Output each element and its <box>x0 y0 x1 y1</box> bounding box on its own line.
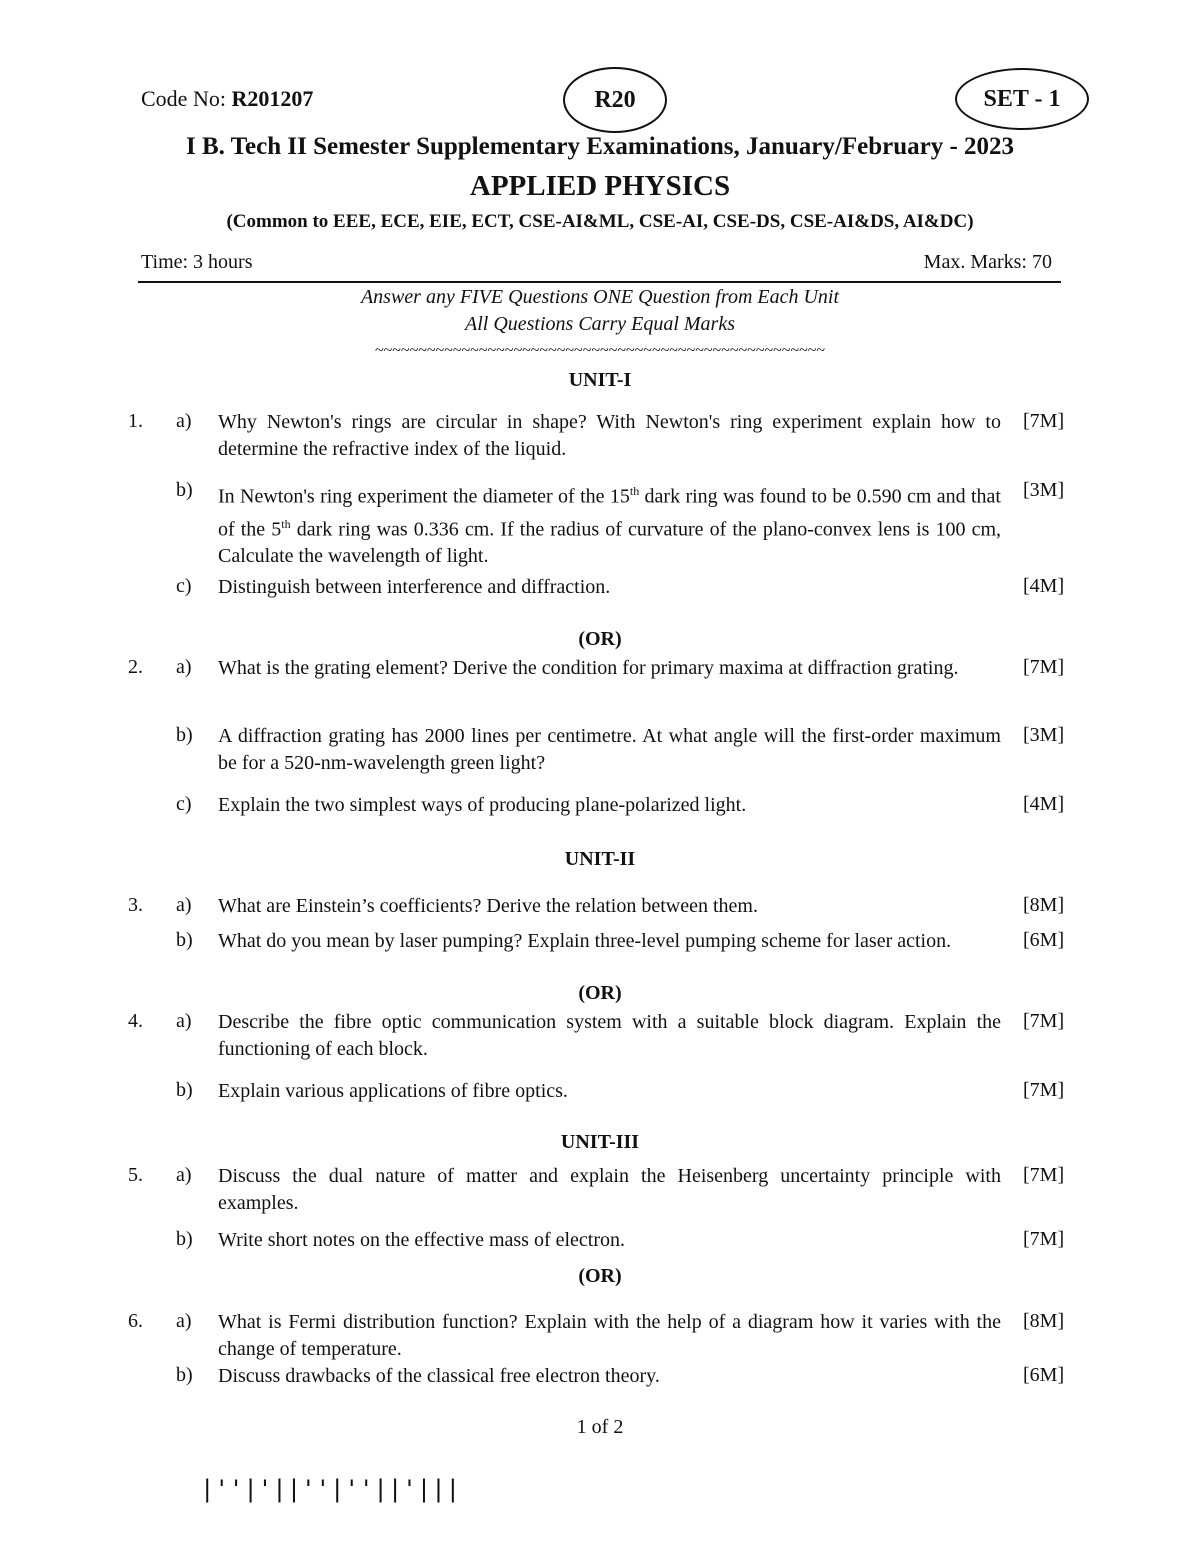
or-separator: (OR) <box>578 982 622 1004</box>
question-text: What do you mean by laser pumping? Explain three-level pumping scheme for laser action. <box>218 930 952 952</box>
text-run: dark ring was found to be 0.590 cm and that of the 5 <box>218 485 1001 541</box>
instruction-line-1: Answer any FIVE Questions ONE Question from Each Unit <box>360 286 840 308</box>
question-text: Write short notes on the effective mass of electron. <box>218 1229 626 1251</box>
question-text: What are Einstein’s coefficients? Derive the relation between them. <box>218 895 758 917</box>
question-marks: [4M] <box>1023 575 1065 597</box>
question-text: Discuss the dual nature of matter and explain the Heisenberg uncertainty principle with examples. <box>218 1165 1001 1214</box>
code-label: Code No: <box>141 86 232 111</box>
question-text: What is the grating element? Derive the condition for primary maxima at diffraction grating. <box>218 657 959 679</box>
question-text: Why Newton's rings are circular in shape? With Newton's ring experiment explain how to determine the refractive index of the liquid. <box>218 411 1001 460</box>
question-marks: [7M] <box>1023 656 1065 678</box>
code-number <box>141 86 313 112</box>
superscript: th <box>629 484 640 498</box>
question-number: 5. <box>128 1164 143 1186</box>
part-label: a) <box>176 656 192 678</box>
unit-1-heading: UNIT-I <box>568 369 632 391</box>
question-text: A diffraction grating has 2000 lines per centimetre. At what angle will the first-order maximum be for a 520-nm-wavelength green light? <box>218 725 1001 774</box>
page-number: 1 of 2 <box>576 1416 624 1438</box>
question-text: Describe the fibre optic communication system with a suitable block diagram. Explain the functioning of each block. <box>218 1011 1001 1060</box>
question-marks: [7M] <box>1023 1228 1065 1250</box>
max-marks: Max. Marks: 70 <box>923 251 1052 273</box>
question-number: 1. <box>128 410 143 432</box>
part-label: a) <box>176 1310 192 1332</box>
part-label: b) <box>176 479 193 501</box>
question-text: What is Fermi distribution function? Explain with the help of a diagram how it varies with the change of temperature. <box>218 1311 1001 1360</box>
question-marks: [6M] <box>1023 929 1065 951</box>
barcode: |''|'||''|''||'||| <box>200 1475 461 1503</box>
part-label: c) <box>176 575 192 597</box>
or-separator: (OR) <box>578 1265 622 1287</box>
set-badge <box>955 68 1089 130</box>
question-marks: [4M] <box>1023 793 1065 815</box>
code-value: R201207 <box>231 86 314 111</box>
question-text: Explain the two simplest ways of producing plane-polarized light. <box>218 794 747 816</box>
question-number: 4. <box>128 1010 143 1032</box>
part-label: a) <box>176 894 192 916</box>
part-label: a) <box>176 410 192 432</box>
part-label: b) <box>176 1079 193 1101</box>
part-label: a) <box>176 1010 192 1032</box>
time-allowed: Time: 3 hours <box>141 251 253 273</box>
question-marks: [8M] <box>1023 894 1065 916</box>
subject-title: APPLIED PHYSICS <box>469 170 731 202</box>
part-label: b) <box>176 929 193 951</box>
question-marks: [6M] <box>1023 1364 1065 1386</box>
question-marks: [3M] <box>1023 479 1065 501</box>
part-label: b) <box>176 1364 193 1386</box>
common-to: (Common to EEE, ECE, EIE, ECT, CSE-AI&ML, CSE-AI, CSE-DS, CSE-AI&DS, AI&DC) <box>226 211 974 232</box>
exam-title: I B. Tech II Semester Supplementary Examinations, January/February - 2023 <box>185 133 1015 160</box>
part-label: b) <box>176 1228 193 1250</box>
question-marks: [7M] <box>1023 1010 1065 1032</box>
set-label: SET - 1 <box>983 85 1061 112</box>
question-text: Distinguish between interference and diffraction. <box>218 576 611 598</box>
header-divider <box>138 281 1061 283</box>
question-marks: [7M] <box>1023 1079 1065 1101</box>
question-text <box>218 478 1001 570</box>
question-text: Discuss drawbacks of the classical free electron theory. <box>218 1365 660 1387</box>
part-label: c) <box>176 793 192 815</box>
instruction-line-2: All Questions Carry Equal Marks <box>465 313 735 335</box>
question-number: 6. <box>128 1310 143 1332</box>
question-marks: [7M] <box>1023 1164 1065 1186</box>
unit-2-heading: UNIT-II <box>564 848 636 870</box>
text-run: dark ring was 0.336 cm. If the radius of curvature of the plano-convex lens is 100 cm, Calculate the wavelength of light. <box>218 518 1002 568</box>
unit-3-heading: UNIT-III <box>560 1131 640 1153</box>
question-marks: [8M] <box>1023 1310 1065 1332</box>
or-separator: (OR) <box>578 628 622 650</box>
part-label: b) <box>176 724 193 746</box>
question-number: 2. <box>128 656 143 678</box>
regulation-label: R20 <box>594 86 636 113</box>
question-marks: [3M] <box>1023 724 1065 746</box>
text-run: In Newton's ring experiment the diameter of the 15 <box>218 485 630 508</box>
part-label: a) <box>176 1164 192 1186</box>
regulation-badge <box>563 67 667 133</box>
tilde-separator: ~~~~~~~~~~~~~~~~~~~~~~~~~~~~~~~~~~~~~~~~~~~~~~~~~~~~ <box>374 342 826 359</box>
superscript: th <box>281 516 291 531</box>
question-marks: [7M] <box>1023 410 1065 432</box>
question-text: Explain various applications of fibre optics. <box>218 1080 568 1102</box>
question-number: 3. <box>128 894 143 916</box>
